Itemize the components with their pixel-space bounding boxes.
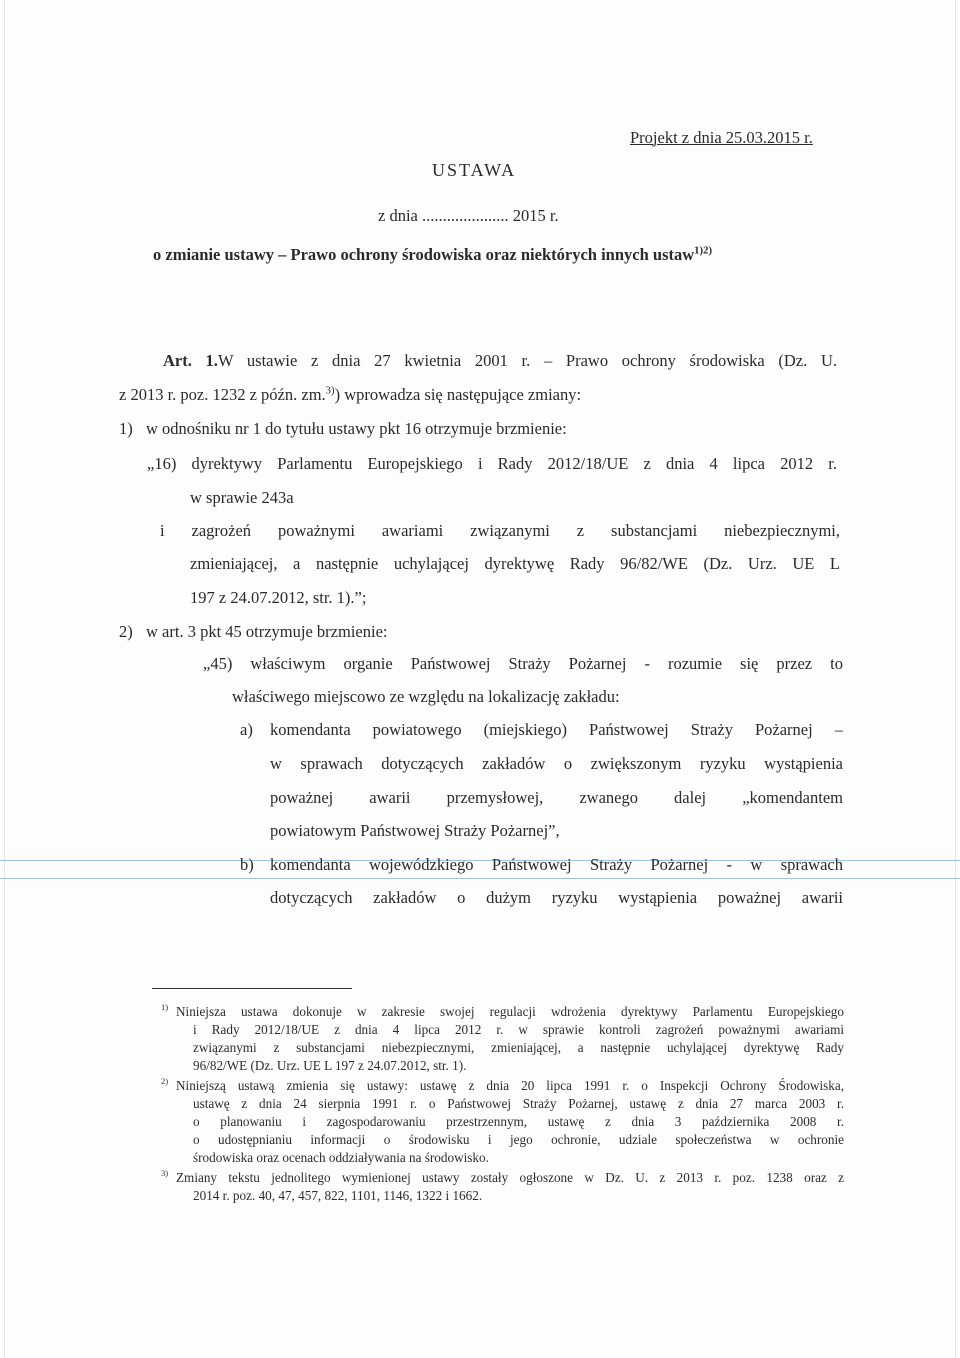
footnote-2-mark — [161, 1076, 168, 1094]
project-date: Projekt z dnia 25.03.2015 r. — [630, 128, 813, 147]
footnote-1-line1: Niniejsza ustawa dokonuje w zakresie swojej regulacji wdrożenia dyrektywy Parlamentu Europejskiego — [176, 1004, 844, 1019]
scan-edge-left — [4, 0, 5, 1358]
footnote-1-mark — [161, 1002, 168, 1020]
point1-quote-line1: „16) dyrektywy Parlamentu Europejskiego i Rady 2012/18/UE z dnia 4 lipca 2012 r. — [147, 454, 837, 473]
art1-line1 — [163, 351, 837, 371]
footnote-3-line1: Zmiany tekstu jednolitego wymienionej ustawy zostały ogłoszone w Dz. U. z 2013 r. poz. 1238 oraz z — [176, 1170, 844, 1185]
scan-guide-line — [0, 878, 960, 879]
date-line: z dnia ..................... 2015 r. — [378, 206, 559, 225]
item-a-line4: powiatowym Państwowej Straży Pożarnej”, — [270, 821, 560, 840]
art1-footnote-ref: 3) — [325, 384, 335, 397]
document-title: USTAWA — [432, 160, 517, 180]
footnote-3-line2: 2014 r. poz. 40, 47, 457, 822, 1101, 1146, 1322 i 1662. — [193, 1188, 483, 1203]
art1-label: Art. 1. — [163, 351, 218, 370]
art1-line1-text: W ustawie z dnia 27 kwietnia 2001 r. – Prawo ochrony środowiska (Dz. U. — [217, 351, 837, 370]
point1-quote-line3: i zagrożeń poważnymi awariami związanymi z substancjami niebezpiecznymi, — [160, 521, 840, 540]
point1-text: w odnośniku nr 1 do tytułu ustawy pkt 16 otrzymuje brzmienie: — [146, 419, 567, 438]
point2-label: 2) — [119, 622, 133, 641]
document-subject — [153, 245, 712, 265]
footnote-separator — [152, 988, 352, 989]
footnote-2-mark-text: 2) — [161, 1075, 169, 1086]
item-a-label: a) — [240, 720, 253, 739]
point2-quote-line2: właściwego miejscowo ze względu na lokalizację zakładu: — [232, 687, 620, 706]
point1-quote-line4: zmieniającej, a następnie uchylającej dyrektywę Rady 96/82/WE (Dz. Urz. UE L — [190, 554, 840, 573]
point1-label: 1) — [119, 419, 133, 438]
art1-line2 — [119, 385, 581, 405]
point1-quote-line5: 197 z 24.07.2012, str. 1).”; — [190, 588, 367, 607]
footnote-1-line3: związanymi z substancjami niebezpiecznymi, zmieniającej, a następnie uchylającej dyrektywę Rady — [193, 1040, 844, 1055]
point2-text: w art. 3 pkt 45 otrzymuje brzmienie: — [146, 622, 388, 641]
item-a-line1: komendanta powiatowego (miejskiego) Państwowej Straży Pożarnej – — [270, 720, 843, 739]
subject-text: o zmianie ustawy – Prawo ochrony środowiska oraz niektórych innych ustaw — [153, 245, 695, 264]
footnote-1-line4: 96/82/WE (Dz. Urz. UE L 197 z 24.07.2012, str. 1). — [193, 1058, 467, 1073]
art1-line2-b: ) wprowadza się następujące zmiany: — [334, 385, 582, 404]
item-b-label: b) — [240, 855, 254, 874]
footnote-1-mark-text: 1) — [161, 1001, 169, 1012]
footnote-3-mark-text: 3) — [161, 1167, 169, 1178]
footnote-2-line4: o udostępnianiu informacji o środowisku i jego ochronie, udziale społeczeństwa w ochronie — [193, 1132, 844, 1147]
footnote-2-line1: Niniejszą ustawą zmienia się ustawy: ustawę z dnia 20 lipca 1991 r. o Inspekcji Ochrony Środowiska, — [176, 1078, 844, 1093]
item-a-line3: poważnej awarii przemysłowej, zwanego dalej „komendantem — [270, 788, 843, 807]
item-b-line2: dotyczących zakładów o dużym ryzyku wystąpienia poważnej awarii — [270, 888, 843, 907]
footnote-1-line2: i Rady 2012/18/UE z dnia 4 lipca 2012 r. w sprawie kontroli zagrożeń poważnymi awariami — [193, 1022, 844, 1037]
footnote-3-mark — [161, 1168, 168, 1186]
point2-quote-line1: „45) właściwym organie Państwowej Straży Pożarnej - rozumie się przez to — [203, 654, 843, 673]
art1-line2-a: z 2013 r. poz. 1232 z późn. zm. — [119, 385, 326, 404]
footnote-2-line5: środowiska oraz ocenach oddziaływania na środowisko. — [193, 1150, 489, 1165]
footnote-2-line3: o planowaniu i zagospodarowaniu przestrzennym, ustawę z dnia 3 października 2008 r. — [193, 1114, 844, 1129]
subject-footnote-ref: 1)2) — [694, 244, 713, 257]
item-a-line2: w sprawach dotyczących zakładów o zwiększonym ryzyku wystąpienia — [270, 754, 843, 773]
item-b-line1: komendanta wojewódzkiego Państwowej Straży Pożarnej - w sprawach — [270, 855, 843, 874]
scan-edge-right — [955, 0, 956, 1358]
point1-quote-line2: w sprawie 243a — [190, 488, 294, 507]
footnote-2-line2: ustawę z dnia 24 sierpnia 1991 r. o Państwowej Straży Pożarnej, ustawę z dnia 27 marca 2003 r. — [193, 1096, 844, 1111]
